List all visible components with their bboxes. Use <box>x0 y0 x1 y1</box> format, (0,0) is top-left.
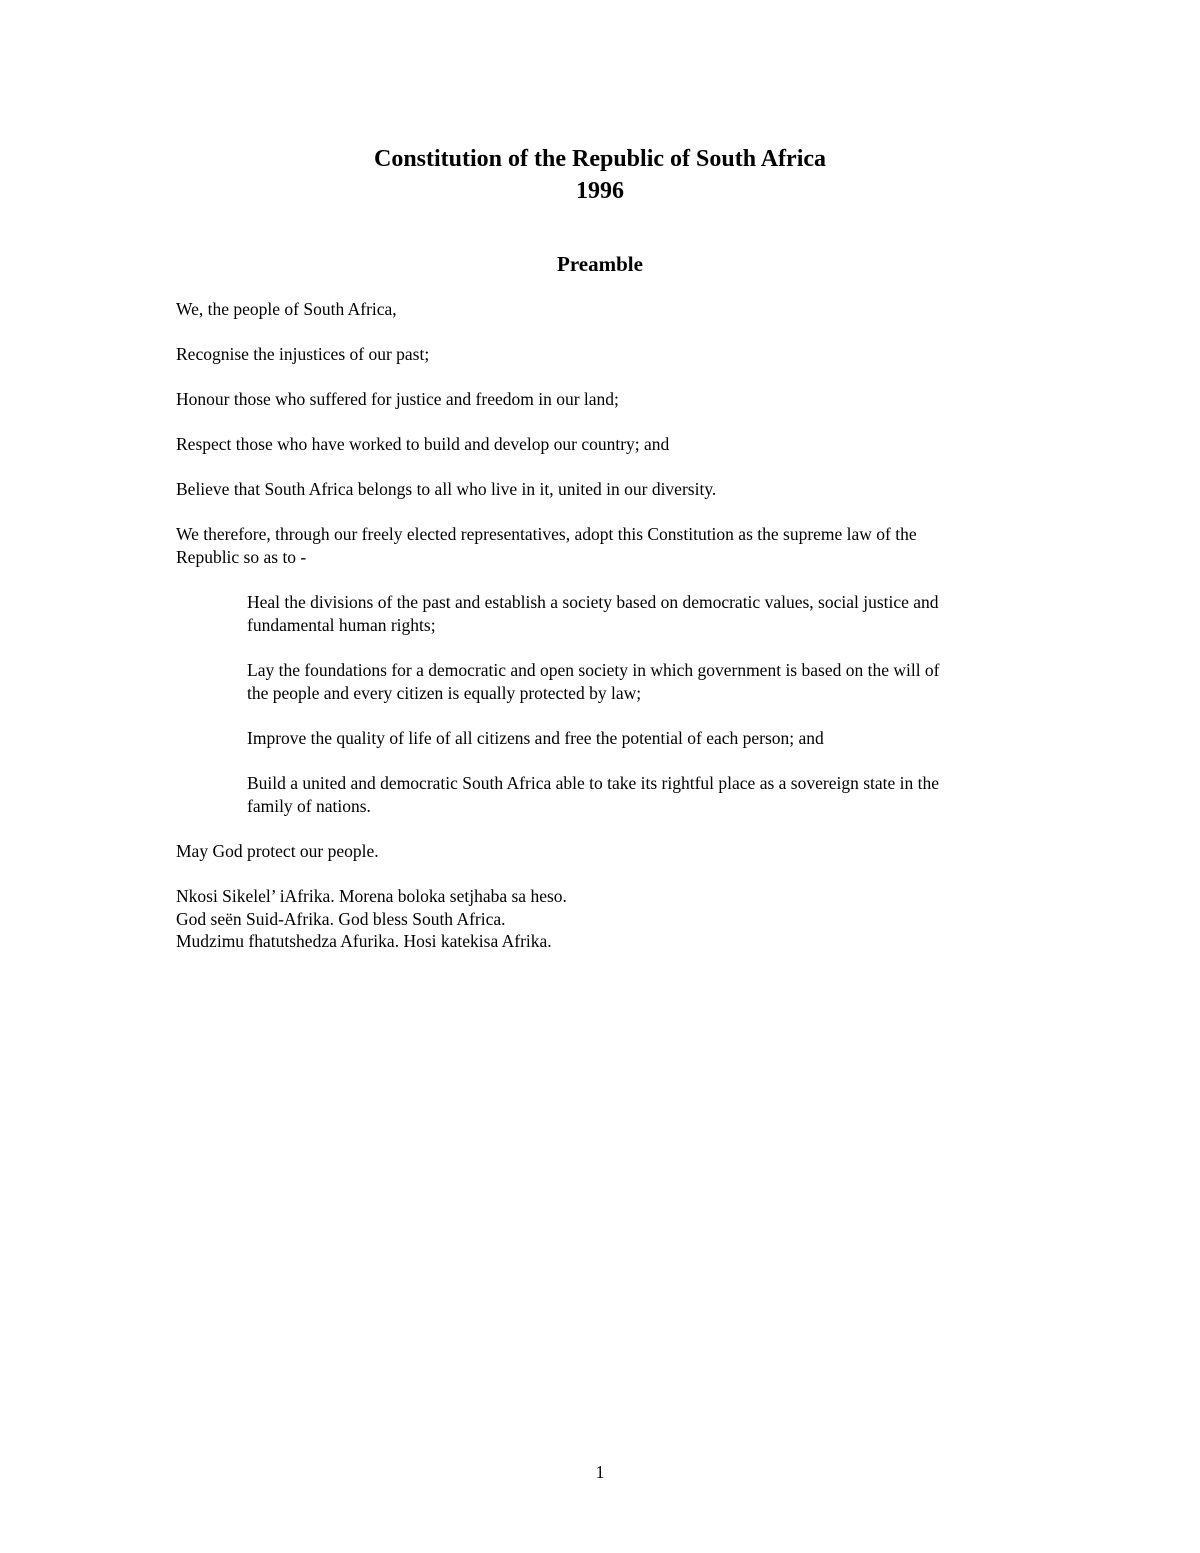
paragraph-closing <box>176 885 1036 953</box>
paragraph-line: Republic so as to - <box>176 546 307 567</box>
paragraph-respect: Respect those who have worked to build and develop our country; and <box>176 434 670 454</box>
aim-line: Improve the quality of life of all citizens and free the potential of each person; and <box>247 728 824 748</box>
document-title-block <box>0 143 1200 207</box>
aim-item <box>247 659 1037 704</box>
aim-line: fundamental human rights; <box>247 614 436 635</box>
section-heading: Preamble <box>557 252 643 276</box>
page-number: 1 <box>595 1462 605 1482</box>
paragraph-therefore <box>176 523 1036 568</box>
paragraph-blessing: May God protect our people. <box>176 841 379 861</box>
aim-line: Heal the divisions of the past and establish a society based on democratic values, social justice and <box>247 592 939 612</box>
document-title: Constitution of the Republic of South Africa <box>373 146 827 172</box>
closing-line: God seën Suid-Afrika. God bless South Africa. <box>176 908 506 929</box>
paragraph-recognise: Recognise the injustices of our past; <box>176 344 430 364</box>
paragraph-opening: We, the people of South Africa, <box>176 299 397 319</box>
document-year: 1996 <box>576 178 624 204</box>
paragraph-believe: Believe that South Africa belongs to all who live in it, united in our diversity. <box>176 479 717 499</box>
paragraph-honour: Honour those who suffered for justice and freedom in our land; <box>176 389 619 409</box>
aim-item <box>247 772 1037 817</box>
aim-line: Build a united and democratic South Africa able to take its rightful place as a sovereign state in the <box>247 773 940 793</box>
aim-item <box>247 591 1037 636</box>
closing-line: Nkosi Sikelel’ iAfrika. Morena boloka setjhaba sa heso. <box>176 886 567 906</box>
paragraph-line: We therefore, through our freely elected representatives, adopt this Constitution as the supreme law of the <box>176 524 917 544</box>
closing-line: Mudzimu fhatutshedza Afurika. Hosi katekisa Afrika. <box>176 931 552 951</box>
aim-line: family of nations. <box>247 795 371 816</box>
aim-line: the people and every citizen is equally protected by law; <box>247 682 642 703</box>
aim-line: Lay the foundations for a democratic and open society in which government is based on the will of <box>247 660 940 680</box>
aim-item <box>247 727 1037 750</box>
